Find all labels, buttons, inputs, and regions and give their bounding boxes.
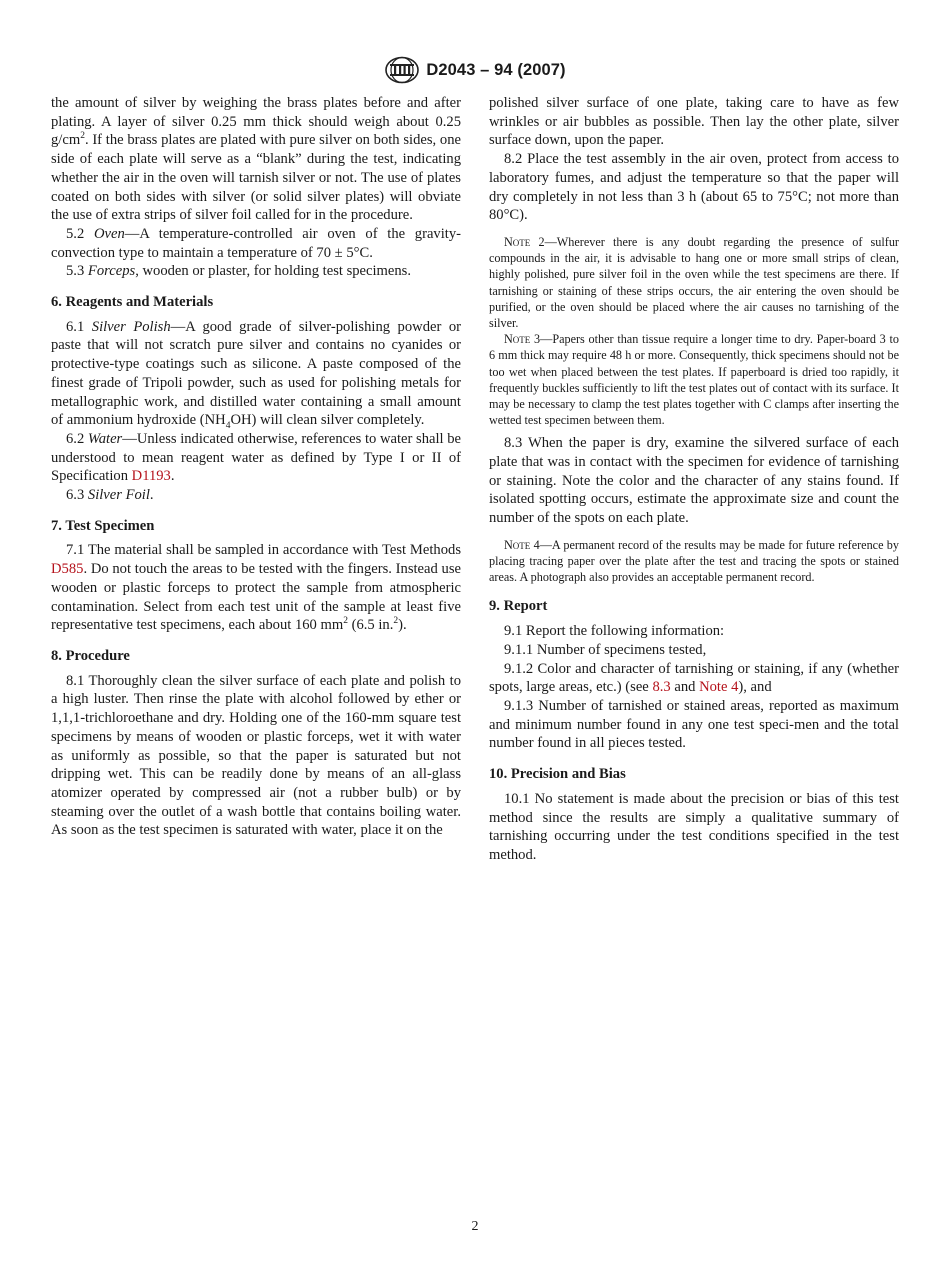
text: 7.1 The material shall be sampled in accordance with Test Methods	[66, 542, 461, 559]
section-7-1	[51, 541, 461, 635]
superscript: 2	[343, 616, 348, 627]
note-2	[489, 234, 899, 331]
text: 4—A permanent record of the results may be made for future reference by placing tracing paper over the plate after the test and tracing the spots or stained areas. A photograph also provides an acceptable permanent record.	[489, 537, 899, 585]
note-4	[489, 537, 899, 586]
text: 2—Wherever there is any doubt regarding the presence of sulfur compounds in the air, it is advisable to hang one or more small strips of clean, highly polished, pure silver foil in the oven while the test specimens are there. If tarnishing or staining of these strips occurs, the air entering the oven should be purified, or the oven should be placed where the air causes no tarnishing of the silver.	[489, 234, 899, 330]
superscript: 2	[80, 131, 85, 142]
text: ).	[398, 617, 407, 634]
note-label: Note	[504, 537, 531, 552]
link-d585[interactable]: D585	[51, 561, 84, 578]
heading-procedure: 8. Procedure	[51, 647, 130, 664]
subscript: 4	[225, 421, 231, 432]
term: Forceps	[87, 263, 136, 280]
section-9-1: 9.1 Report the following information:	[504, 623, 725, 640]
section-6-2	[51, 430, 461, 486]
link-d1193[interactable]: D1193	[131, 468, 171, 485]
section-number: 6.2	[66, 430, 85, 447]
text: (6.5 in.	[347, 617, 394, 634]
text: , wooden or plaster, for holding test specimens.	[135, 263, 412, 280]
text: —A good grade of silver-polishing powder or paste that will not scratch pure silver and contains no cyanides or protective-type coatings such as silicone. A paste composed of the finest grade of Tripoli powder, such as used for polishing metals for metallographic work, and distilled water containing a small amount of ammonium hydroxide (NH	[51, 318, 461, 429]
section-number: 5.2	[66, 225, 85, 242]
right-column	[489, 94, 899, 865]
section-5-3	[51, 262, 461, 281]
heading-test-specimen: 7. Test Specimen	[51, 517, 155, 534]
note-label: Note	[504, 234, 531, 249]
section-6-3	[51, 486, 461, 505]
section-8-2: 8.2 Place the test assembly in the air oven, protect from access to laboratory fumes, and adjust the temperature so that the paper will dry completely in not less than 3 h (about 65 to 75°C; not more than 80°C).	[489, 151, 899, 224]
text: and	[670, 679, 700, 696]
standard-designation: D2043 – 94 (2007)	[426, 60, 566, 79]
term: Silver Polish	[91, 318, 171, 335]
paragraph-continued: polished silver surface of one plate, taking care to have as few wrinkles or air bubbles as possible. Then lay the other plate, silver surface down, upon the paper.	[489, 95, 899, 149]
section-9-1-2	[489, 660, 899, 697]
section-5-2	[51, 225, 461, 262]
note-label: Note	[504, 332, 531, 347]
heading-report: 9. Report	[489, 598, 548, 615]
section-10-1: 10.1 No statement is made about the precision or bias of this test method since the results are simply a qualitative summary of tarnishing occurring under the test conditions specified in the test method.	[489, 790, 899, 863]
page-number: 2	[471, 1219, 479, 1234]
link-8-3[interactable]: 8.3	[652, 679, 671, 696]
text: —A temperature-controlled air oven of the gravity-convection type to maintain a temperature of 70 ± 5°C.	[51, 225, 461, 261]
left-column	[51, 94, 461, 840]
section-8-3: 8.3 When the paper is dry, examine the silvered surface of each plate that was in contact with the specimen for evidence of tarnishing or staining. Note the color and the character of any stains found. If isolated spotting occurs, estimate the approximate size and count the number of the spots on each plate.	[489, 435, 899, 527]
heading-precision-bias: 10. Precision and Bias	[489, 766, 626, 783]
section-9-1-1: 9.1.1 Number of specimens tested,	[504, 641, 707, 658]
text: ), and	[738, 679, 772, 696]
section-6-1	[51, 318, 461, 430]
text: 9.1.2 Color and character of tarnishing or staining, if any (whether spots, large areas, etc.) (see	[489, 660, 899, 696]
term: Silver Foil	[87, 487, 150, 504]
text: —Unless indicated otherwise, references to water shall be understood to mean reagent water as defined by Type I or II of Specification	[51, 430, 462, 485]
astm-logo-icon	[384, 56, 420, 84]
superscript: 2	[393, 616, 399, 627]
link-note-4[interactable]: Note 4	[699, 679, 739, 696]
note-3	[489, 331, 899, 428]
section-9-1-3: 9.1.3 Number of tarnished or stained areas, reported as maximum and minimum number found in any one test speci-men and the total number found in all pieces tested.	[489, 698, 899, 752]
text: 3—Papers other than tissue require a longer time to dry. Paper-board 3 to 6 mm thick may require 48 h or more. Consequently, thick specimens should not be too wet when placed between the test plates. If paperboard is dried too rapidly, it frequently buckles sufficiently to lift the test plates out of contact with its surface. It may be necessary to clamp the test plates together with C clamps after inserting the wetted test specimen between them.	[489, 332, 899, 428]
section-number: 5.3	[66, 263, 85, 280]
heading-reagents: 6. Reagents and Materials	[51, 294, 214, 311]
text: OH) will clean silver completely.	[230, 412, 425, 429]
term: Oven	[93, 225, 125, 242]
text: . If the brass plates are plated with pure silver on both sides, one side of each plate will serve as a “blank” during the test, indicating whether the air in the oven will tarnish silver or not. The use of plates coated on both sides with silver (or solid silver plates) will obviate the use of extra strips of silver foil called for in the procedure.	[51, 132, 461, 224]
section-number: 6.3	[66, 487, 85, 504]
section-number: 6.1	[66, 318, 85, 335]
term: Water	[87, 430, 123, 447]
page-header	[0, 56, 950, 84]
text: .	[170, 468, 175, 485]
paragraph-continued	[51, 94, 461, 225]
text: the amount of silver by weighing the brass plates before and after plating. A layer of silver 0.25 mm thick should weigh about 0.25 g/cm	[51, 95, 461, 149]
text: . Do not touch the areas to be tested with the fingers. Instead use wooden or plastic forceps to protect the sample from atmospheric contamination. Select from each test unit of the sample at least five representative test specimens, each about 160 mm	[51, 561, 461, 634]
section-8-1: 8.1 Thoroughly clean the silver surface of each plate and polish to a high luster. Then rinse the plate with alcohol followed by ether or 1,1,1-trichloroethane and dry. Holding one of the 160-mm square test specimens by means of wooden or plastic forceps, wet it with water as uniformly as possible, so that the paper is saturated but not dripping wet. This can be readily done by means of an all-glass atomizer operated by compressed air (not a rubber bulb) or by steaming over the outlet of a wash bottle that contains boiling water. As soon as the test specimen is saturated with water, place it on the	[51, 672, 461, 839]
text: .	[149, 487, 154, 504]
